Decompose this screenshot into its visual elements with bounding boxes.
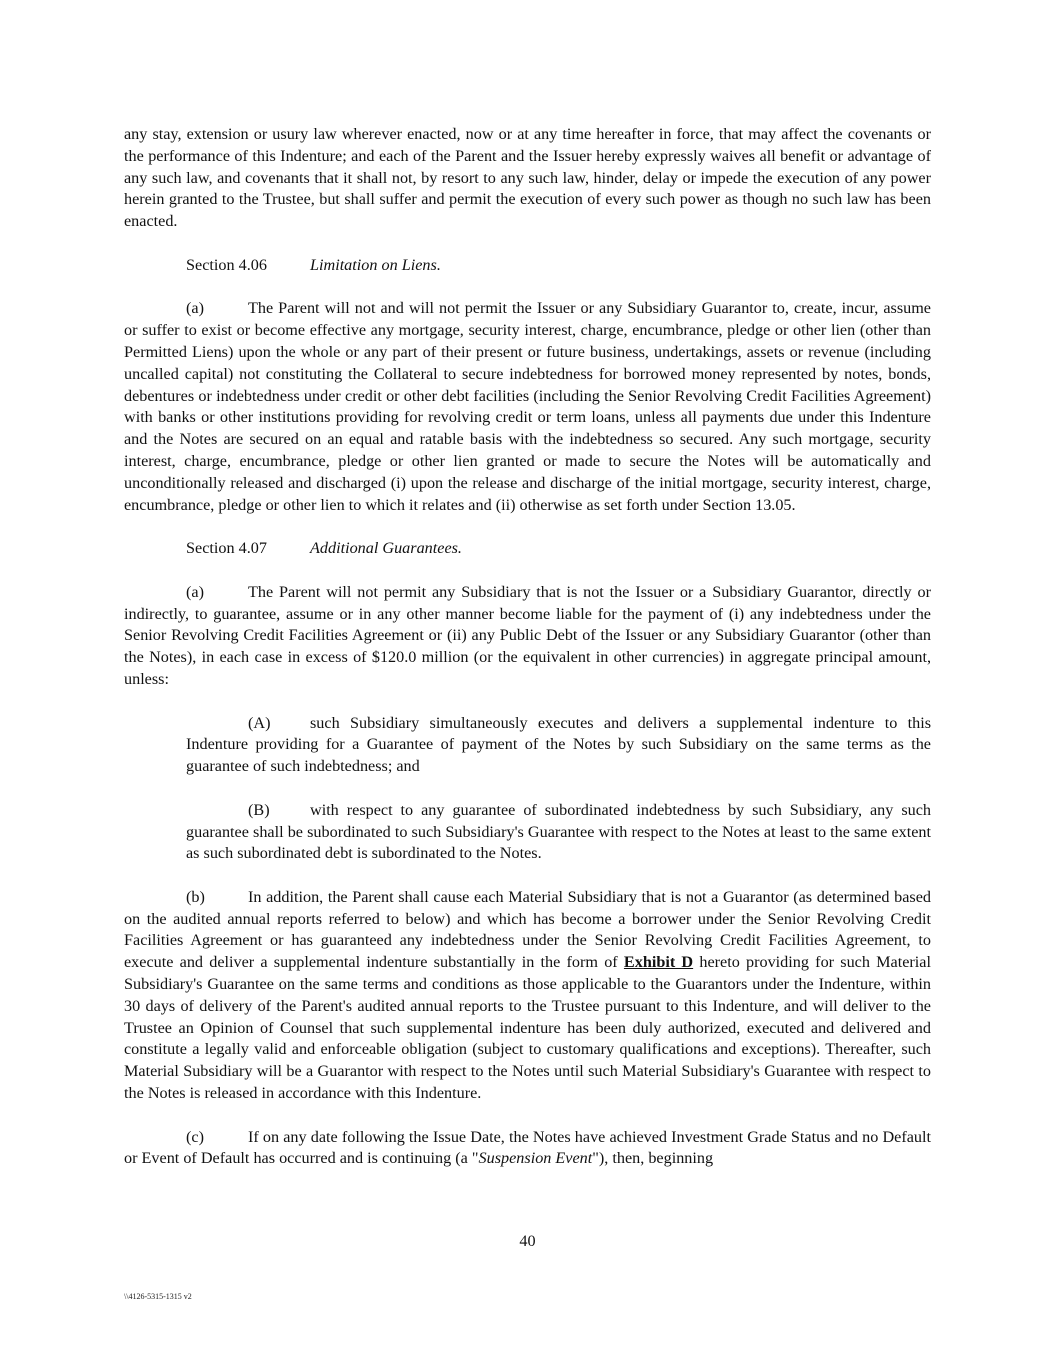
section-4-06-heading [186, 255, 931, 277]
section-4-07-A-subparagraph [186, 713, 931, 778]
clause-text: with respect to any guarantee of subordinated indebtedness by such Subsidiary, any such guarantee shall be subordinated to such Subsidiary's Guarantee with respect to the Notes at least to the same extent as such subordinated debt is subordinated to the Notes. [186, 800, 931, 863]
clause-text: such Subsidiary simultaneously executes and delivers a supplemental indenture to this Indenture providing for a Guarantee of payment of the Notes by such Subsidiary on the same terms as the guarantee of such indebtedness; and [186, 713, 931, 776]
section-number: Section 4.06 [186, 255, 267, 274]
clause-label: (B) [248, 800, 270, 819]
section-title: Limitation on Liens. [310, 255, 441, 274]
clause-text: The Parent will not and will not permit the Issuer or any Subsidiary Guarantor to, create, incur, assume or suffer to exist or become effective any mortgage, security interest, charge, encumbrance, pledge or other lien (other than Permitted Liens) upon the whole or any part of their present or future business, undertakings, assets or revenue (including uncalled capital) not constituting the Collateral to secure indebtedness for borrowed money represented by notes, bonds, debentures or indebtedness under credit or other debt facilities (including the Senior Revolving Credit Facilities Agreement) with banks or other institutions providing for revolving credit or term loans, unless all payments due under this Indenture and the Notes are secured on an equal and ratable basis with the indebtedness so secured. Any such mortgage, security interest, charge, encumbrance, pledge or other lien granted or made to secure the Notes will be automatically and unconditionally released and discharged (i) upon the release and discharge of the initial mortgage, security interest, charge, encumbrance, pledge or other lien to which it relates and (ii) otherwise as set forth under Section 13.05. [124, 299, 931, 514]
clause-text-continued: "), then, beginning [592, 1149, 714, 1168]
clause-text: If on any date following the Issue Date, the Notes have achieved Investment Grade Status and no Default or Event of Default has occurred and is continuing (a " [124, 1127, 931, 1168]
document-page [124, 124, 931, 1170]
section-title: Additional Guarantees. [310, 539, 462, 558]
document-id: \\4126-5315-1315 v2 [124, 1292, 192, 1301]
section-4-07-heading [186, 538, 931, 560]
clause-text: In addition, the Parent shall cause each Material Subsidiary that is not a Guarantor (as determined based on the audited annual reports referred to below) and which has become a borrower under the Senior Revolving Credit Facilities Agreement or has guaranteed any indebtedness under the Senior Revolving Credit Facilities Agreement, to execute and deliver a supplemental indenture substantially in the form of [124, 887, 931, 972]
section-4-07-c-paragraph [124, 1127, 931, 1171]
clause-label: (c) [186, 1127, 204, 1146]
exhibit-d-reference: Exhibit D [623, 953, 694, 972]
clause-label: (A) [248, 713, 271, 732]
section-4-07-b-paragraph [124, 887, 931, 1105]
defined-term: Suspension Event [478, 1149, 593, 1168]
section-number: Section 4.07 [186, 539, 267, 558]
clause-label: (a) [186, 582, 204, 601]
clause-label: (b) [186, 887, 205, 906]
section-4-06-a-paragraph [124, 298, 931, 516]
clause-text: The Parent will not permit any Subsidiary that is not the Issuer or a Subsidiary Guarantor, directly or indirectly, to guarantee, assume or in any other manner become liable for the payment of (i) any indebtedness under the Senior Revolving Credit Facilities Agreement or (ii) any Public Debt of the Issuer or any Subsidiary Guarantor (other than the Notes), in each case in excess of $120.0 million (or the equivalent in other currencies) in aggregate principal amount, unless: [124, 582, 931, 688]
section-4-07-B-subparagraph [186, 800, 931, 865]
clause-text-continued: hereto providing for such Material Subsidiary's Guarantee on the same terms and conditions as those applicable to the Guarantors under the Indenture, within 30 days of delivery of the Parent's audited annual reports to the Trustee pursuant to this Indenture, and will deliver to the Trustee an Opinion of Counsel that such supplemental indenture has been duly authorized, executed and delivered and constitute a legally valid and enforceable obligation (subject to customary qualifications and exceptions). Thereafter, such Material Subsidiary will be a Guarantor with respect to the Notes until such Material Subsidiary's Guarantee with respect to the Notes is released in accordance with this Indenture. [124, 953, 931, 1103]
section-4-07-a-paragraph [124, 582, 931, 691]
page-number: 40 [519, 1232, 536, 1250]
clause-label: (a) [186, 299, 204, 318]
intro-paragraph: any stay, extension or usury law wherever enacted, now or at any time hereafter in force, that may affect the covenants or the performance of this Indenture; and each of the Parent and the Issuer hereby expressly waives all benefit or advantage of any such law, and covenants that it shall not, by resort to any such law, hinder, delay or impede the execution of any power herein granted to the Trustee, but shall suffer and permit the execution of every such power as though no such law has been enacted. [124, 125, 931, 231]
